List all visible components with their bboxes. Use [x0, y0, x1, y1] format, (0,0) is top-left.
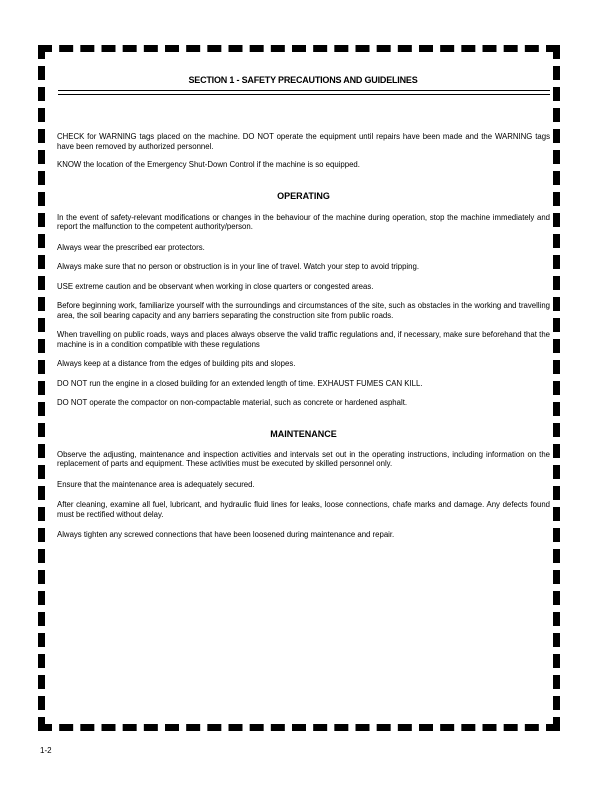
page-number: 1-2: [40, 746, 52, 755]
maintenance-paragraph: Always tighten any screwed connections that have been loosened during maintenance and repair.: [57, 530, 395, 539]
title-rule-bottom: [58, 94, 550, 95]
maintenance-paragraph: After cleaning, examine all fuel, lubricant, and hydraulic fluid lines for leaks, loose connections, chafe marks and damage. Any defects found must be rectified without delay.: [57, 500, 550, 519]
operating-paragraph: Always make sure that no person or obstruction is in your line of travel. Watch your step to avoid tripping.: [57, 262, 420, 271]
intro-paragraph: CHECK for WARNING tags placed on the machine. DO NOT operate the equipment until repairs have been made and the WARNING tags have been removed by authorized personnel.: [57, 132, 550, 151]
operating-heading: OPERATING: [277, 190, 330, 201]
maintenance-paragraph: Ensure that the maintenance area is adequately secured.: [57, 479, 255, 489]
maintenance-heading: MAINTENANCE: [270, 428, 337, 439]
operating-paragraph: Always wear the prescribed ear protectors.: [57, 242, 205, 252]
operating-paragraph: In the event of safety-relevant modifications or changes in the behaviour of the machine during operation, stop the machine immediately and report the malfunction to the competent authority/person.: [57, 212, 550, 231]
maintenance-paragraph: Observe the adjusting, maintenance and inspection activities and intervals set out in the operating instructions, including information on the replacement of parts and equipment. These activities must be executed by skilled personnel only.: [57, 449, 550, 468]
intro-paragraph: KNOW the location of the Emergency Shut-Down Control if the machine is so equipped.: [57, 160, 360, 169]
operating-paragraph: Before beginning work, familiarize yourself with the surroundings and circumstances of the site, such as obstacles in the working and travelling area, the soil bearing capacity and any barriers separating the construction site from public roads.: [57, 301, 550, 320]
section-title: SECTION 1 - SAFETY PRECAUTIONS AND GUIDELINES: [188, 75, 418, 85]
operating-paragraph: USE extreme caution and be observant when working in close quarters or congested areas.: [57, 281, 374, 291]
operating-paragraph: DO NOT operate the compactor on non-compactable material, such as concrete or hardened asphalt.: [57, 398, 408, 407]
operating-paragraph: Always keep at a distance from the edges of building pits and slopes.: [57, 359, 296, 368]
document-body: [57, 132, 550, 540]
operating-paragraph: DO NOT run the engine in a closed building for an extended length of time. EXHAUST FUMES CAN KILL.: [57, 378, 423, 388]
title-rule-top: [58, 90, 550, 91]
operating-paragraph: When travelling on public roads, ways and places always observe the valid traffic regulations and, if necessary, make sure beforehand that the machine is in a condition compatible with these regulations: [57, 330, 550, 349]
